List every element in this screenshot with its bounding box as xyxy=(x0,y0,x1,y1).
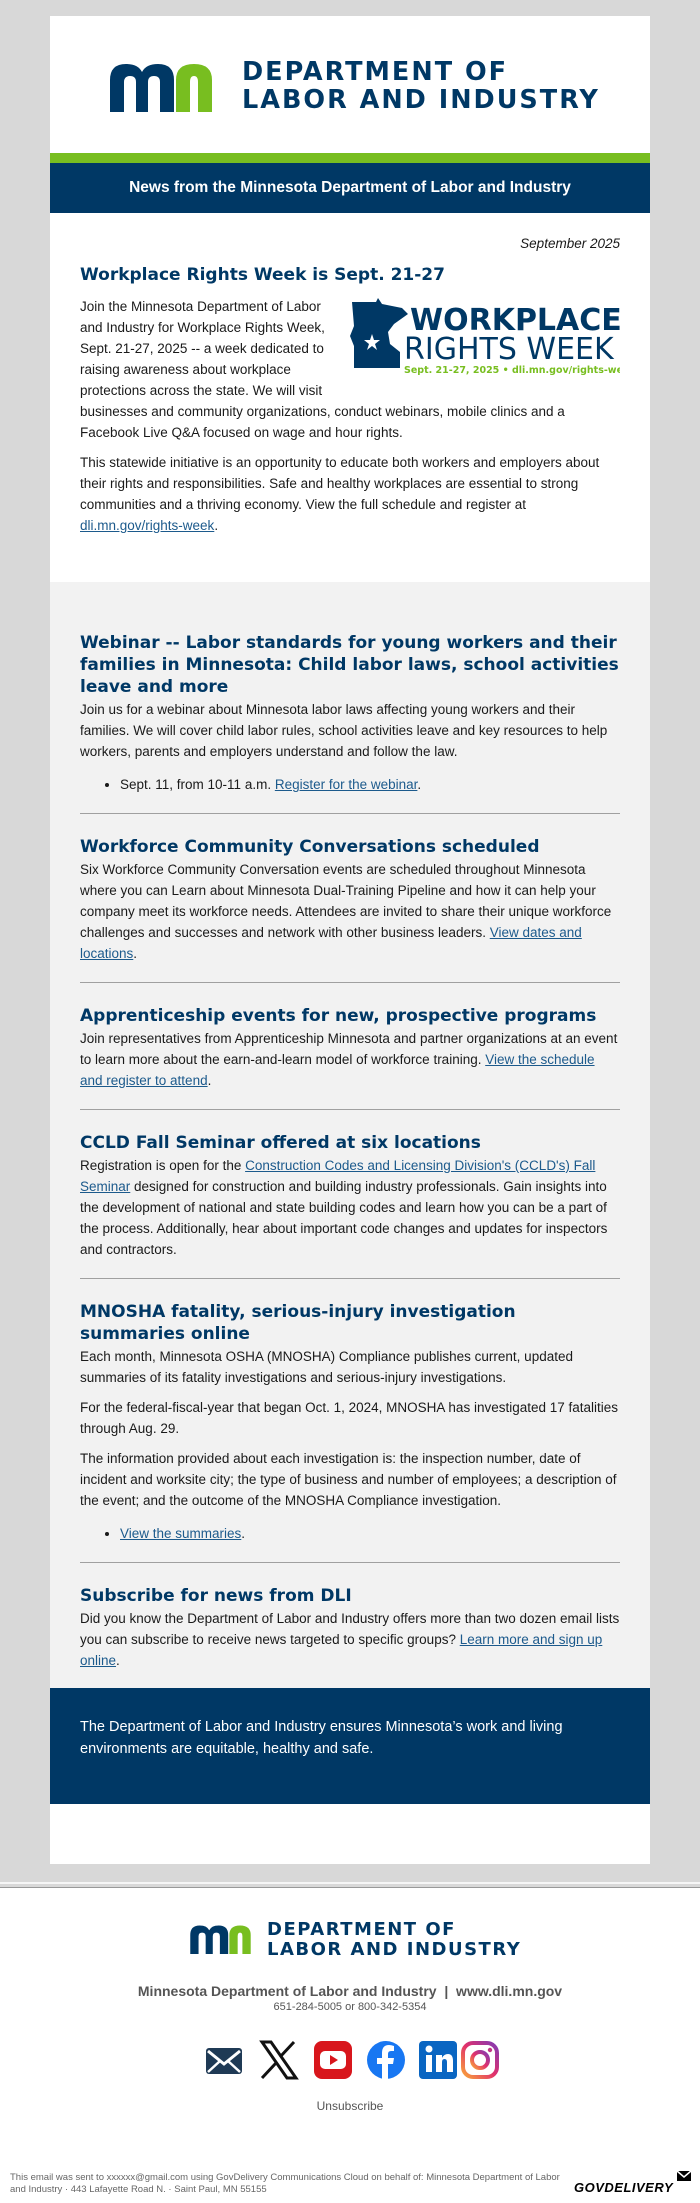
facebook-icon[interactable] xyxy=(364,2038,408,2082)
image-title-1: WORKPLACE xyxy=(410,303,620,338)
youtube-icon[interactable] xyxy=(311,2038,355,2082)
footer-phone: 651-284-5005 or 800-342-5354 xyxy=(273,2001,427,2013)
mnosha-paragraph-1: Each month, Minnesota OSHA (MNOSHA) Compliance publishes current, updated summaries of its fatality investigations and serious-injury investigations. xyxy=(80,1349,573,1385)
image-title-2: RIGHTS WEEK xyxy=(404,332,614,367)
mnosha-bullet xyxy=(120,1523,620,1544)
green-accent-bar xyxy=(50,153,650,163)
separator-line xyxy=(0,1882,700,1884)
divider xyxy=(80,1278,620,1279)
divider xyxy=(80,1109,620,1110)
news-banner: News from the Minnesota Department of Labor and Industry xyxy=(50,163,650,213)
footer-logo-line-2: LABOR AND INDUSTRY xyxy=(267,1939,522,1960)
email-footer xyxy=(0,1887,700,2203)
workplace-rights-week-image xyxy=(348,296,620,376)
apprenticeship-body xyxy=(80,1028,620,1091)
divider xyxy=(80,813,620,814)
unsubscribe-link[interactable]: Unsubscribe xyxy=(316,2099,384,2113)
logo-line-1: DEPARTMENT OF xyxy=(242,57,509,87)
footer-org-line: Minnesota Department of Labor and Industry | www.dli.mn.gov xyxy=(137,1983,563,1999)
ccld-seminar-link[interactable]: Construction Codes and Licensing Division's (CCLD's) Fall Seminar xyxy=(80,1158,596,1194)
minnesota-map-icon xyxy=(348,296,620,376)
logo-line-2: LABOR AND INDUSTRY xyxy=(242,85,600,115)
webinar-bullet-end: . xyxy=(417,777,422,792)
workforce-end: . xyxy=(133,946,138,961)
webinar-title: Webinar -- Labor standards for young workers and their families in Minnesota: Child labor laws, school activities leave and more xyxy=(80,633,619,697)
footer-department-name xyxy=(267,1920,521,1960)
register-webinar-link[interactable]: Register for the webinar xyxy=(274,777,418,792)
feature-section xyxy=(50,213,650,555)
article-subscribe xyxy=(80,1585,620,1671)
subscribe-end: . xyxy=(116,1653,120,1668)
workforce-title: Workforce Community Conversations scheduled xyxy=(80,837,540,857)
ccld-title: CCLD Fall Seminar offered at six locations xyxy=(80,1133,481,1153)
department-name xyxy=(242,58,600,114)
footer-logo-line-1: DEPARTMENT OF xyxy=(267,1919,456,1940)
footer-mn-logo-icon xyxy=(190,1922,264,1954)
mission-statement: The Department of Labor and Industry ensures Minnesota’s work and living environments are equitable, healthy and safe. xyxy=(50,1688,650,1804)
ccld-body-start: Registration is open for the xyxy=(80,1158,246,1173)
mnosha-bullet-end: . xyxy=(241,1526,246,1541)
apprenticeship-end: . xyxy=(207,1073,212,1088)
linkedin-icon[interactable] xyxy=(416,2038,460,2082)
subscribe-title: Subscribe for news from DLI xyxy=(80,1586,352,1606)
view-dates-link[interactable]: View dates and locations xyxy=(80,925,582,961)
mn-logo-icon xyxy=(110,58,234,112)
legal-text: This email was sent to xxxxxx@gmail.com using GovDelivery Communications Cloud on behalf of: Minnesota Department of Labor and Industry · 443 Lafayette Road N. · Saint Paul, MN 55155 xyxy=(10,2172,560,2195)
feature-p2-end: . xyxy=(214,518,219,533)
mnosha-paragraph-2: For the federal-fiscal-year that began Oct. 1, 2024, MNOSHA has investigated 17 fatalities through Aug. 29. xyxy=(80,1400,619,1436)
feature-title: Workplace Rights Week is Sept. 21-27 xyxy=(80,265,445,285)
subscribe-body-text: Did you know the Department of Labor and Industry offers more than two dozen email lists you can subscribe to receive news targeted to specific groups? xyxy=(80,1611,620,1647)
govdelivery-envelope-icon xyxy=(676,2168,692,2182)
webinar-bullet-text: Sept. 11, from 10-11 a.m. xyxy=(120,777,275,792)
article-mnosha xyxy=(80,1301,620,1544)
feature-paragraph-2 xyxy=(80,452,620,536)
webinar-body: Join us for a webinar about Minnesota labor laws affecting young workers and their families. We will cover child labor rules, school activities leave and key resources to help workers, parents and employers understand and follow the law. xyxy=(80,702,608,759)
article-apprenticeship xyxy=(80,1005,620,1091)
ccld-body-end: designed for construction and building industry professionals. Gain insights into the development of national and state building codes and learn how you can be a part of the process. Additionally, hear about important code changes and updates for inspectors and contractors. xyxy=(80,1179,608,1257)
apprenticeship-title: Apprenticeship events for new, prospective programs xyxy=(80,1006,597,1026)
subscribe-body xyxy=(80,1608,620,1671)
article-workforce xyxy=(80,836,620,964)
feature-paragraph-1: Join the Minnesota Department of Labor and Industry for Workplace Rights Week, Sept. 21-27, 2025 -- a week dedicated to raising awareness about workplace protections across the state. We will visit businesses and community organizations, conduct webinars, mobile clinics and a Facebook Live Q&A focused on wage and hour rights. xyxy=(80,299,565,440)
ccld-body xyxy=(80,1155,620,1260)
email-card xyxy=(50,16,650,1864)
divider xyxy=(80,982,620,983)
divider xyxy=(80,1562,620,1563)
workforce-body xyxy=(80,859,620,964)
webinar-bullet xyxy=(120,774,620,795)
email-icon[interactable] xyxy=(202,2038,246,2082)
articles-section xyxy=(50,582,650,1688)
apprenticeship-body-text: Join representatives from Apprenticeship Minnesota and partner organizations at an event to learn more about the earn-and-learn model of workforce training. xyxy=(80,1031,618,1067)
workforce-body-text: Six Workforce Community Conversation events are scheduled throughout Minnesota where you can Learn about Minnesota Dual-Training Pipeline and how it can help your company meet its workforce needs. Attendees are invited to share their unique workforce challenges and successes and network with other business leaders. xyxy=(80,862,612,940)
image-subtitle: Sept. 21-27, 2025 • dli.mn.gov/rights-week xyxy=(404,365,620,376)
view-summaries-link[interactable]: View the summaries xyxy=(120,1526,242,1541)
govdelivery-text: GOVDELIVERY xyxy=(574,2180,674,2195)
rights-week-link[interactable]: dli.mn.gov/rights-week xyxy=(80,518,215,533)
feature-p2-text: This statewide initiative is an opportunity to educate both workers and employers about their rights and responsibilities. Safe and healthy workplaces are essential to strong communities and a thriving economy. View the full schedule and register at xyxy=(80,455,600,512)
apprenticeship-schedule-link[interactable]: View the schedule and register to attend xyxy=(80,1052,595,1088)
header-logo xyxy=(50,16,650,153)
issue-date: September 2025 xyxy=(520,236,620,251)
instagram-icon[interactable] xyxy=(458,2038,502,2082)
sign-up-link[interactable]: Learn more and sign up online xyxy=(80,1632,603,1668)
x-icon[interactable] xyxy=(256,2038,300,2082)
article-ccld xyxy=(80,1132,620,1260)
mnosha-title: MNOSHA fatality, serious-injury investigation summaries online xyxy=(80,1302,516,1344)
article-webinar xyxy=(80,632,620,795)
mnosha-paragraph-3: The information provided about each investigation is: the inspection number, date of incident and worksite city; the type of business and number of employees; a description of the event; and the outcome of the MNOSHA Compliance investigation. xyxy=(80,1451,617,1508)
govdelivery-logo xyxy=(574,2180,673,2195)
